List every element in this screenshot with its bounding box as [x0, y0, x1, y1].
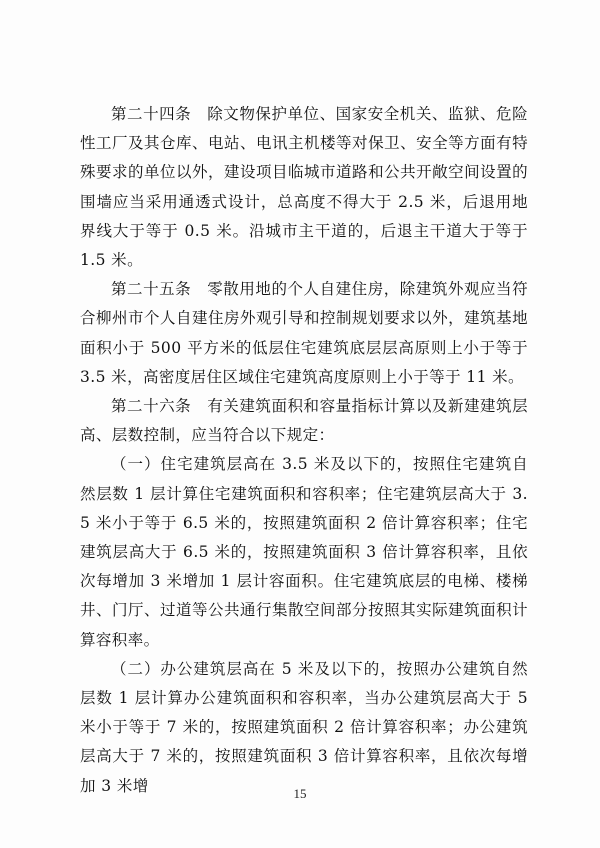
body-text — [80, 100, 528, 801]
page-number: 15 — [293, 786, 307, 801]
paragraph-article-24: 第二十四条 除文物保护单位、国家安全机关、监狱、危险性工厂及其仓库、电站、电讯主机楼等对保卫、安全等方面有特殊要求的单位以外，建设项目临城市道路和公共开敞空间设置的围墙应当采用通透式设计，总高度不得大于 2.5 米，后退用地界线大于等于 0.5 米。沿城市主干道的，后退主干道大于等于 1.5 米。 — [80, 105, 528, 270]
paragraph-article-25: 第二十五条 零散用地的个人自建住房，除建筑外观应当符合柳州市个人自建住房外观引导和控制规划要求以外，建筑基地面积小于 500 平方米的低层住宅建筑底层层高原则上小于等于 3.5 米，高密度居住区域住宅建筑高度原则上小于等于 11 米。 — [80, 280, 528, 386]
paragraph-item-1: （一）住宅建筑层高在 3.5 米及以下的，按照住宅建筑自然层数 1 层计算住宅建筑面积和容积率；住宅建筑层高大于 3.5 米小于等于 6.5 米的，按照建筑面积 2 倍计算容积率；住宅建筑层高大于 6.5 米的，按照建筑面积 3 倍计算容积率，且依次每增加 3 米增加 1 层计容面积。住宅建筑底层的电梯、楼梯井、门厅、过道等公共通行集散空间部分按照其实际建筑面积计算容积率。 — [80, 455, 528, 649]
paragraph-article-26: 第二十六条 有关建筑面积和容量指标计算以及新建建筑层高、层数控制，应当符合以下规定： — [80, 397, 528, 445]
paragraph-item-2: （二）办公建筑层高在 5 米及以下的，按照办公建筑自然层数 1 层计算办公建筑面积和容积率，当办公建筑层高大于 5 米小于等于 7 米的，按照建筑面积 2 倍计算容积率；办公建筑层高大于 7 米的，按照建筑面积 3 倍计算容积率，且依次每增加 3 米增 — [80, 659, 528, 795]
